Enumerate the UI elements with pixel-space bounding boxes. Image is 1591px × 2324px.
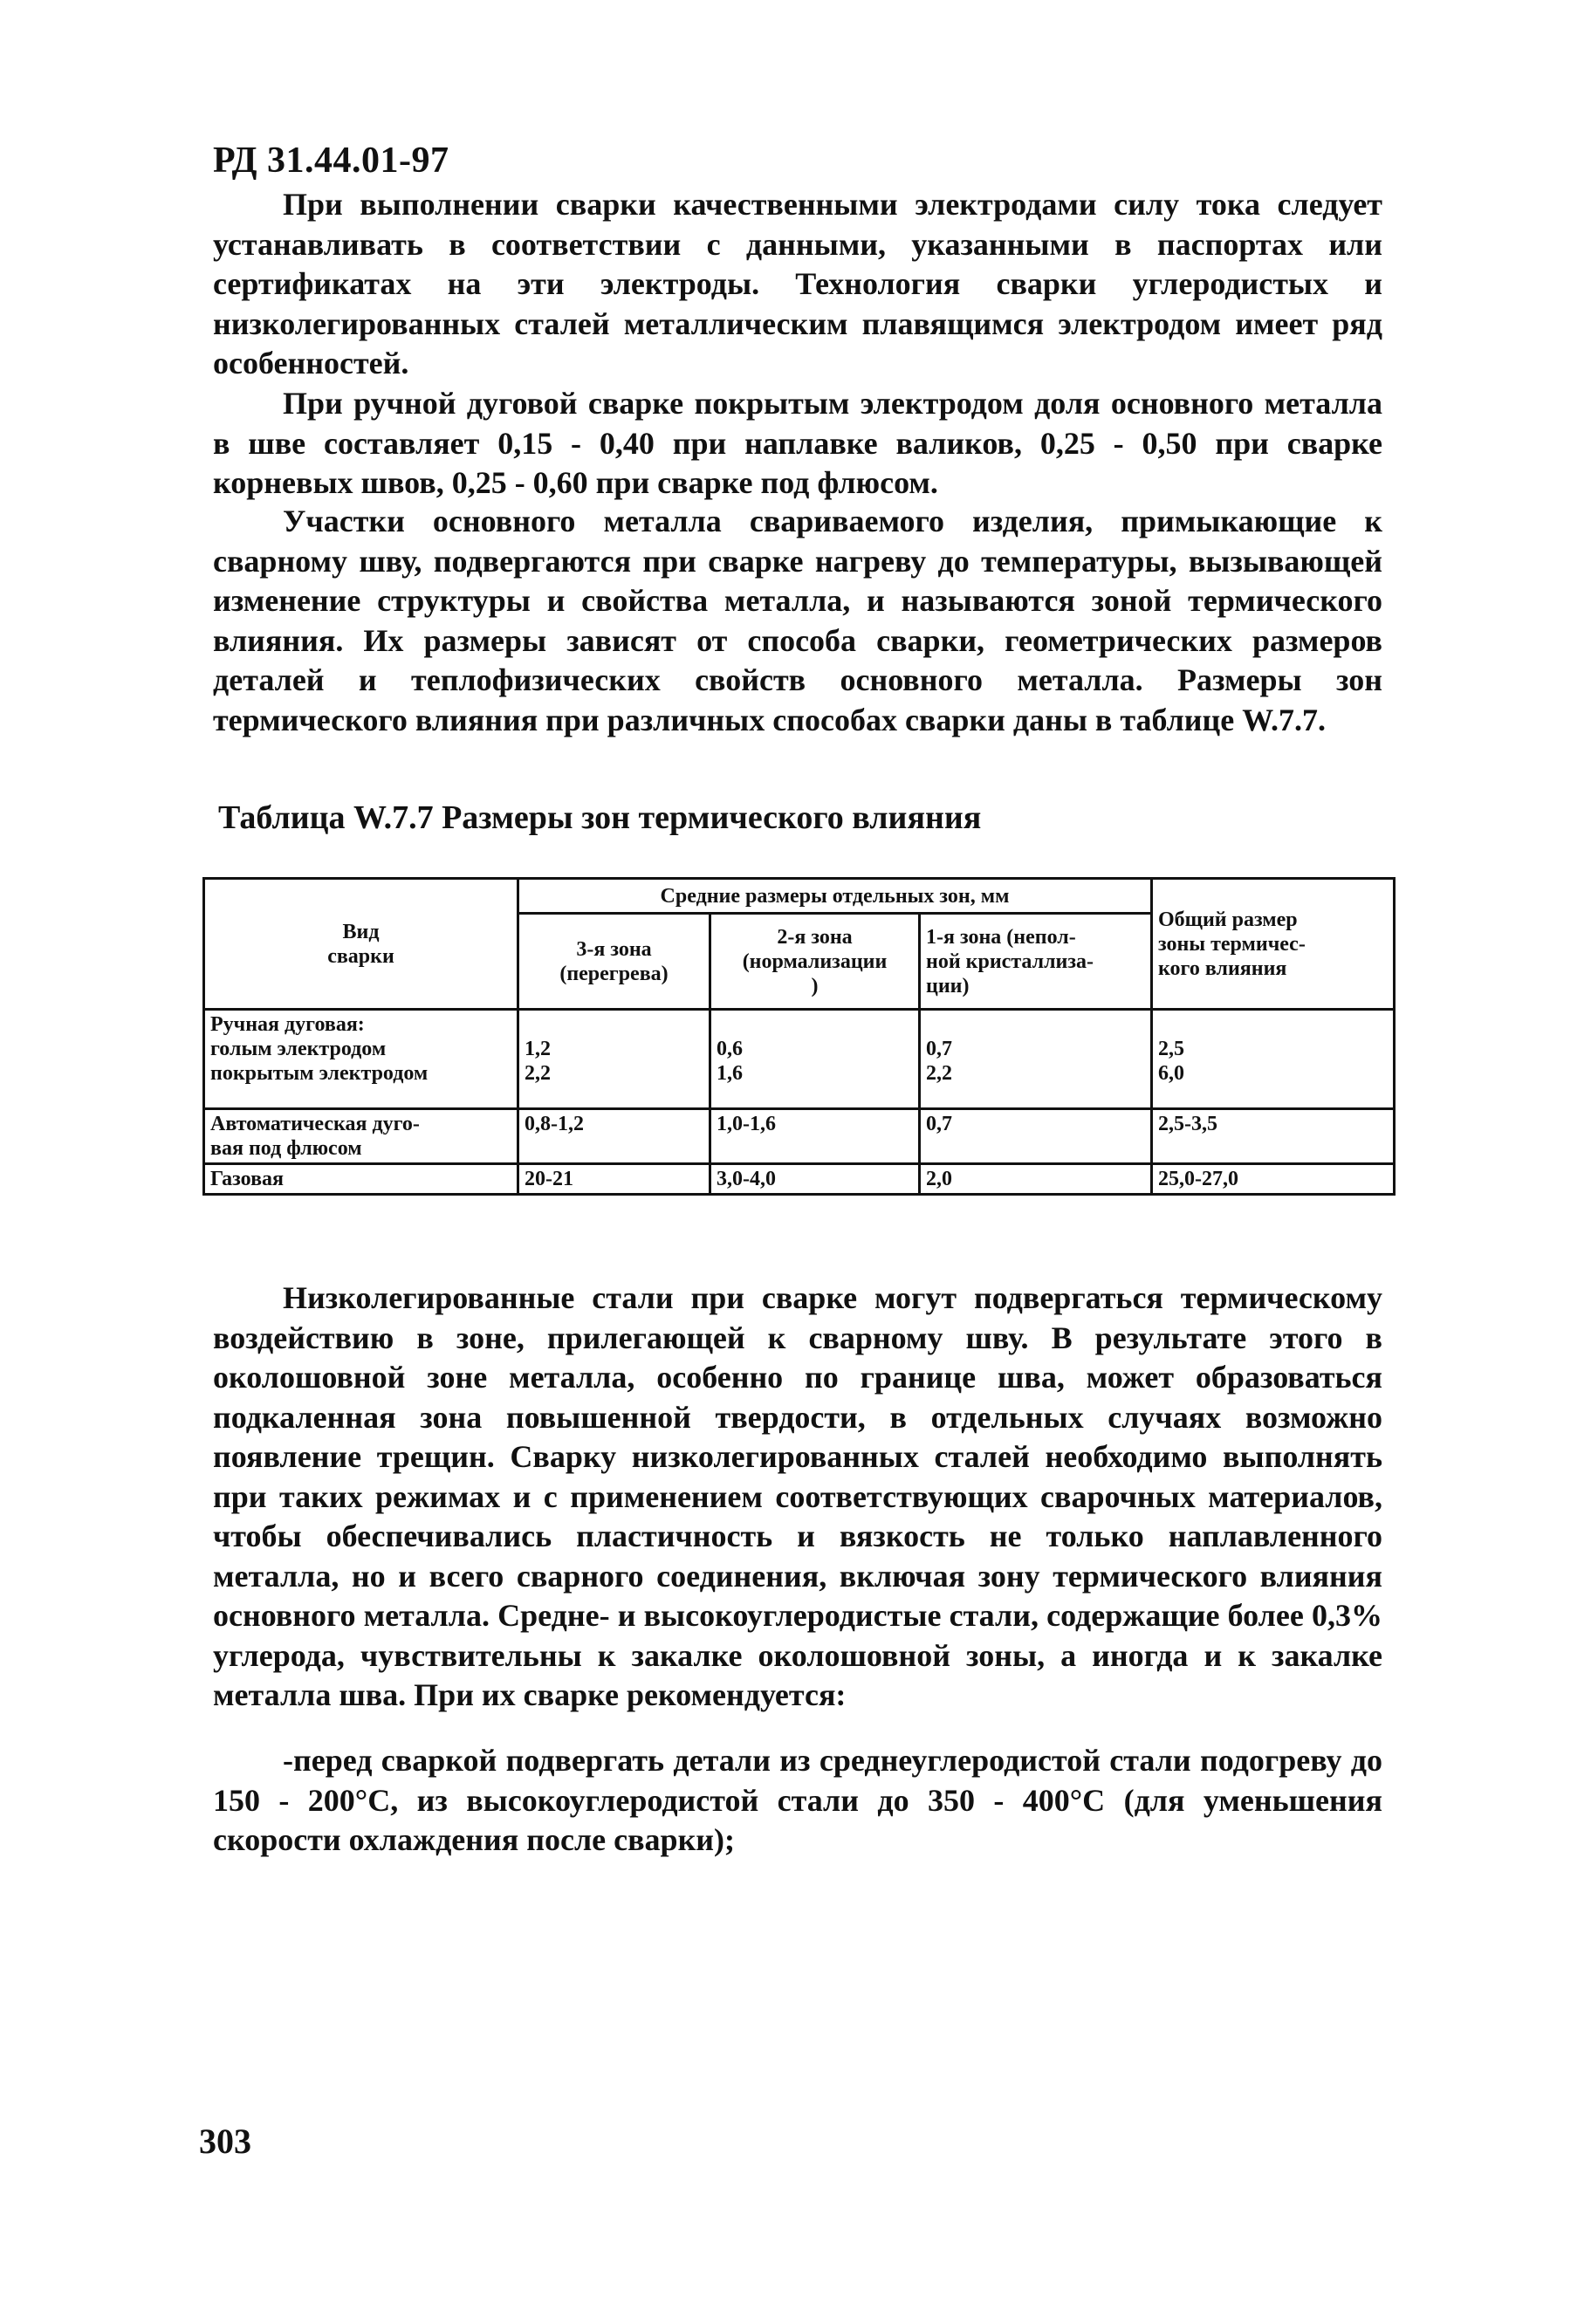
cell-zone-2: 1,0-1,6 — [710, 1109, 920, 1164]
cell-total: 2,5-3,5 — [1152, 1109, 1395, 1164]
paragraph-welding-current: При выполнении сварки качественными электродами силу тока следует устанавливать в соответствии с данными, указанными в паспортах или сертификатах на эти электроды. Технология сварки углеродистых и низколегированных сталей металлическим плавящимся электродом имеет ряд особенностей. — [213, 187, 1382, 380]
cell-total: 2,5 6,0 — [1152, 1010, 1395, 1109]
paragraph-low-alloy-steel: Низколегированные стали при сварке могут подвергаться термическому воздействию в зоне, прилегающей к сварному шву. В результате этого в околошовной зоне металла, особенно по границе шва, может образоваться подкаленная зона повышенной твердости, в отдельных случаях возможно появление трещин. Сварку низколегированных сталей необходимо выполнять при таких режимах и с применением соответствующих сварочных материалов, чтобы обеспечивались пластичность и вязкость не только наплавленного металла, но и всего сварного соединения, включая зону термического влияния основного металла. Средне- и высокоуглеродистые стали, содержащие более 0,3% углерода, чувствительны к закалке околошовной зоны, а иногда и к закалке металла шва. При их сварке рекомендуется: — [213, 1280, 1382, 1712]
header-zone-3: 3-я зона (перегрева) — [518, 914, 710, 1010]
cell-zone-2: 0,6 1,6 — [710, 1010, 920, 1109]
header-total-size: Общий размер зоны термичес- кого влияния — [1152, 879, 1395, 1010]
table-row — [204, 1010, 1395, 1109]
cell-zone-1: 2,0 — [920, 1164, 1152, 1195]
paragraph-base-metal-share: При ручной дуговой сварке покрытым электродом доля основного металла в шве составляет 0,15 - 0,40 при наплавке валиков, 0,25 - 0,50 при сварке корневых швов, 0,25 - 0,60 при сварке под флюсом. — [213, 386, 1382, 500]
cell-type-gas: Газовая — [204, 1164, 518, 1195]
cell-zone-1: 0,7 — [920, 1109, 1152, 1164]
header-zone-group: Средние размеры отдельных зон, мм — [518, 879, 1152, 914]
table-row — [204, 1164, 1395, 1195]
cell-type-manual: Ручная дуговая: голым электродом покрытым электродом — [204, 1010, 518, 1109]
table-row — [204, 1109, 1395, 1164]
header-welding-type: Вид сварки — [204, 879, 518, 1010]
cell-zone-1: 0,7 2,2 — [920, 1010, 1152, 1109]
table-header-row — [204, 879, 1395, 914]
table-title: Таблица W.7.7 Размеры зон термического влияния — [218, 799, 982, 836]
document-code: РД 31.44.01-97 — [213, 141, 449, 181]
cell-type-automatic: Автоматическая дуго- вая под флюсом — [204, 1109, 518, 1164]
cell-zone-2: 3,0-4,0 — [710, 1164, 920, 1195]
cell-zone-3: 1,2 2,2 — [518, 1010, 710, 1109]
cell-zone-3: 0,8-1,2 — [518, 1109, 710, 1164]
paragraph-heat-affected-zone: Участки основного металла свариваемого изделия, примыкающие к сварному шву, подвергаются при сварке нагреву до температуры, вызывающей изменение структуры и свойства металла, и называются зоной термического влияния. Их размеры зависят от способа сварки, геометрических размеров деталей и теплофизических свойств основного металла. Размеры зон термического влияния при различных способах сварки даны в таблице W.7.7. — [213, 504, 1382, 737]
cell-zone-3: 20-21 — [518, 1164, 710, 1195]
heat-zone-table — [202, 877, 1396, 1196]
paragraph-preheating: -перед сваркой подвергать детали из среднеуглеродистой стали подогреву до 150 - 200°С, из высокоуглеродистой стали до 350 - 400°С (для уменьшения скорости охлаждения после сварки); — [213, 1743, 1382, 1857]
page-number: 303 — [199, 2122, 251, 2161]
cell-total: 25,0-27,0 — [1152, 1164, 1395, 1195]
header-zone-2: 2-я зона (нормализации ) — [710, 914, 920, 1010]
header-zone-1: 1-я зона (непол- ной кристаллиза- ции) — [920, 914, 1152, 1010]
